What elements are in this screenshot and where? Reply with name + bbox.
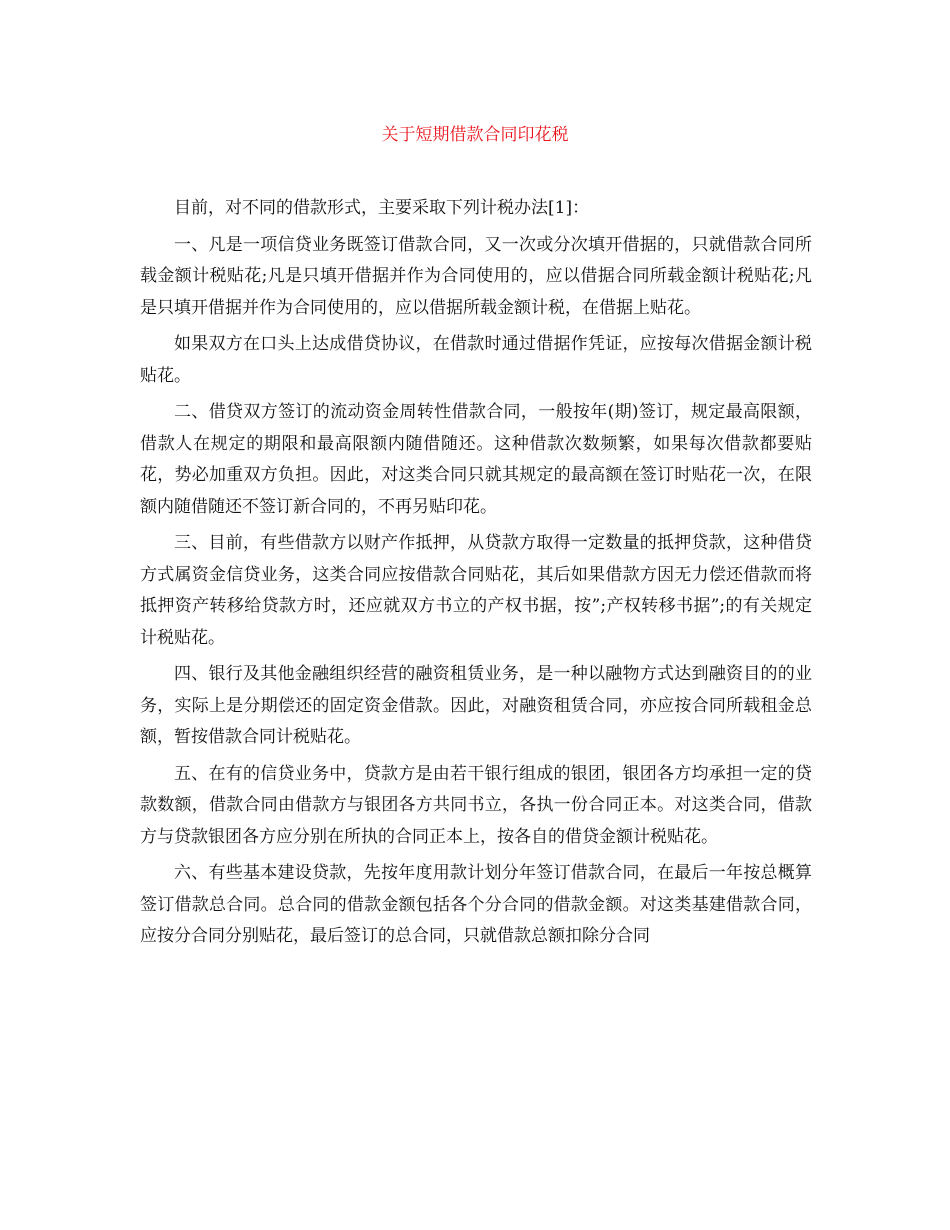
paragraph-intro: 目前，对不同的借款形式，主要采取下列计税办法[1]： [174, 198, 590, 218]
paragraph-item-6: 六、有些基本建设贷款，先按年度用款计划分年签订借款合同，在最后一年按总概算签订借款总合同。总合同的借款金额包括各个分合同的借款金额。对这类基建借款合同，应按分合同分别贴花，最后签订的总合同，只就借款总额扣除分合同 [140, 863, 812, 946]
paragraph-item-1-note: 如果双方在口头上达成借贷协议，在借款时通过借据作凭证，应按每次借据金额计税贴花。 [140, 334, 812, 386]
document-body [140, 193, 812, 958]
paragraph-item-4: 四、银行及其他金融组织经营的融资租赁业务，是一种以融物方式达到融资目的的业务，实际上是分期偿还的固定资金借款。因此，对融资租赁合同，亦应按合同所载租金总额，暂按借款合同计税贴花。 [140, 664, 812, 747]
document-title: 关于短期借款合同印花税 [381, 125, 569, 145]
paragraph-item-1: 一、凡是一项信贷业务既签订借款合同，又一次或分次填开借据的，只就借款合同所载金额计税贴花;凡是只填开借据并作为合同使用的，应以借据合同所载金额计税贴花;凡是只填开借据并作为合同使用的，应以借据所载金额计税，在借据上贴花。 [140, 234, 812, 318]
paragraph-item-5: 五、在有的信贷业务中，贷款方是由若干银行组成的银团，银团各方均承担一定的贷款数额，借款合同由借款方与银团各方共同书立，各执一份合同正本。对这类合同，借款方与贷款银团各方应分别在所执的合同正本上，按各自的借贷金额计税贴花。 [140, 763, 812, 847]
paragraph-item-3: 三、目前，有些借款方以财产作抵押，从贷款方取得一定数量的抵押贷款，这种借贷方式属资金信贷业务，这类合同应按借款合同贴花，其后如果借款方因无力偿还借款而将抵押资产转移给贷款方时，还应就双方书立的产权书据，按”;产权转移书据”;的有关规定计税贴花。 [140, 533, 812, 648]
paragraph-item-2: 二、借贷双方签订的流动资金周转性借款合同，一般按年(期)签订，规定最高限额，借款人在规定的期限和最高限额内随借随还。这种借款次数频繁，如果每次借款都要贴花，势必加重双方负担。因此，对这类合同只就其规定的最高额在签订时贴花一次，在限额内随借随还不签订新合同的，不再另贴印花。 [140, 402, 812, 517]
